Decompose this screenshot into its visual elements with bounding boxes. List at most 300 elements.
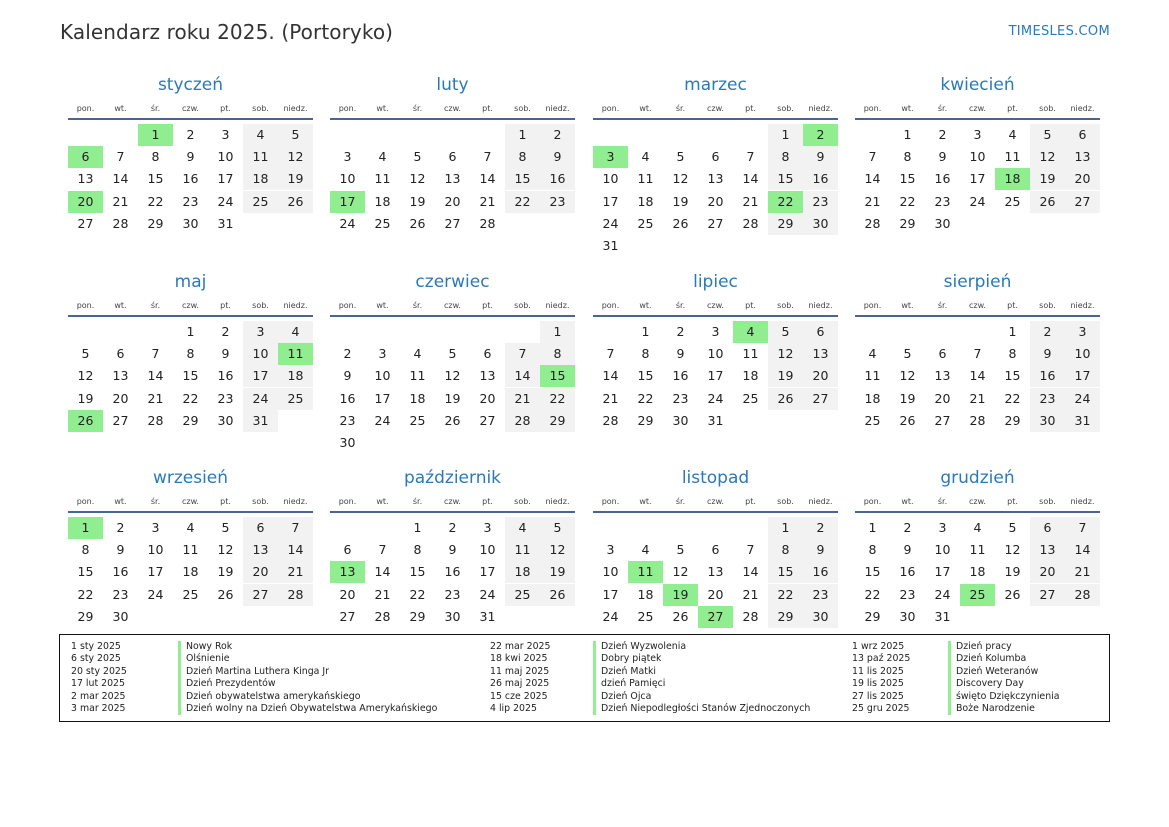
day-cell: 27 bbox=[1030, 584, 1065, 606]
week-row bbox=[593, 539, 838, 561]
day-cell: 4 bbox=[641, 542, 650, 558]
day-cell: 31 bbox=[934, 608, 951, 624]
month-9 bbox=[330, 465, 575, 628]
week-row bbox=[330, 365, 575, 387]
weekday-label: śr. bbox=[412, 300, 423, 310]
day-cell: 4 bbox=[868, 346, 877, 362]
day-cell: 16 bbox=[934, 171, 951, 187]
day-cell: 1 bbox=[641, 324, 650, 339]
day-cell: 6 bbox=[1065, 124, 1100, 146]
week-row bbox=[330, 432, 575, 454]
holiday-date: 26 maj 2025 bbox=[490, 678, 550, 690]
day-cell: 14 bbox=[969, 368, 986, 384]
weekday-label: czw. bbox=[969, 103, 986, 113]
day-cell: 8 bbox=[868, 542, 877, 558]
day-cell: 26 bbox=[217, 586, 234, 602]
week-row bbox=[855, 124, 1100, 146]
brand-link[interactable]: TIMESLES.COM bbox=[1008, 24, 1110, 39]
day-cell: 30 bbox=[899, 608, 916, 624]
day-cell: 29 bbox=[409, 608, 426, 624]
day-cell: 26 bbox=[409, 215, 426, 231]
day-cell: 28 bbox=[969, 412, 986, 428]
day-cell: 2 bbox=[1030, 321, 1065, 343]
weekday-label: pon. bbox=[601, 103, 620, 113]
day-cell: 29 bbox=[899, 215, 916, 231]
day-cell: 5 bbox=[413, 149, 422, 165]
weekday-label: pt. bbox=[482, 496, 493, 506]
day-cell: 4 bbox=[413, 346, 422, 362]
day-cell: 30 bbox=[1030, 410, 1065, 432]
holiday-day-cell: 20 bbox=[68, 191, 103, 213]
day-cell: 24 bbox=[217, 193, 234, 209]
empty-cell bbox=[173, 606, 208, 628]
week-row bbox=[68, 517, 313, 539]
day-cell: 11 bbox=[243, 146, 278, 168]
day-cell: 23 bbox=[217, 390, 234, 406]
day-cell: 26 bbox=[278, 191, 313, 213]
holiday-name: dzień Pamięci bbox=[593, 678, 810, 690]
holiday-day-cell: 1 bbox=[138, 124, 173, 146]
day-cell: 2 bbox=[540, 124, 575, 146]
month-name: lipiec bbox=[693, 272, 738, 292]
holiday-date: 17 lut 2025 bbox=[71, 678, 125, 690]
week-row bbox=[855, 561, 1100, 583]
day-cell: 1 bbox=[186, 324, 195, 339]
day-cell: 15 bbox=[768, 168, 803, 190]
day-cell: 18 bbox=[637, 586, 654, 602]
week-row bbox=[855, 343, 1100, 365]
holiday-name: Dzień Kolumba bbox=[948, 653, 1060, 665]
week-row bbox=[330, 321, 575, 343]
weekday-label: pon. bbox=[601, 496, 620, 506]
weekday-label: sob. bbox=[1039, 103, 1056, 113]
day-cell: 15 bbox=[77, 564, 94, 580]
day-cell: 29 bbox=[768, 606, 803, 628]
day-cell: 29 bbox=[147, 215, 164, 231]
week-row bbox=[68, 365, 313, 387]
empty-cell bbox=[593, 517, 628, 539]
day-cell: 7 bbox=[151, 346, 160, 362]
empty-cell bbox=[1030, 606, 1065, 628]
day-cell: 27 bbox=[77, 215, 94, 231]
day-cell: 30 bbox=[217, 412, 234, 428]
weekday-label: czw. bbox=[969, 496, 986, 506]
day-cell: 15 bbox=[505, 168, 540, 190]
empty-cell bbox=[925, 321, 960, 343]
day-cell: 6 bbox=[483, 346, 492, 362]
day-cell: 11 bbox=[969, 542, 986, 558]
day-cell: 5 bbox=[1030, 124, 1065, 146]
weekday-label: niedz. bbox=[1070, 103, 1095, 113]
weekday-label: śr. bbox=[937, 103, 948, 113]
day-cell: 9 bbox=[938, 149, 947, 165]
day-cell: 29 bbox=[1004, 412, 1021, 428]
day-cell: 25 bbox=[278, 388, 313, 410]
day-cell: 17 bbox=[147, 564, 164, 580]
day-cell: 13 bbox=[803, 343, 838, 365]
day-cell: 25 bbox=[742, 390, 759, 406]
legend-date-column bbox=[852, 641, 910, 715]
day-cell: 28 bbox=[374, 608, 391, 624]
day-cell: 18 bbox=[637, 193, 654, 209]
empty-cell bbox=[505, 321, 540, 343]
weekday-label: wt. bbox=[901, 103, 914, 113]
weekday-header bbox=[593, 295, 838, 317]
empty-cell bbox=[365, 321, 400, 343]
week-row bbox=[855, 388, 1100, 410]
weekday-label: niedz. bbox=[1070, 300, 1095, 310]
holiday-name: Boże Narodzenie bbox=[948, 703, 1060, 715]
week-row bbox=[593, 124, 838, 146]
weekday-label: niedz. bbox=[808, 300, 833, 310]
day-cell: 7 bbox=[868, 149, 877, 165]
day-cell: 13 bbox=[934, 368, 951, 384]
day-cell: 27 bbox=[243, 584, 278, 606]
day-cell: 7 bbox=[505, 343, 540, 365]
week-row bbox=[593, 235, 838, 257]
weekday-label: sob. bbox=[777, 103, 794, 113]
day-cell: 15 bbox=[147, 171, 164, 187]
weekday-header bbox=[330, 491, 575, 513]
day-cell: 10 bbox=[934, 542, 951, 558]
month-name: grudzień bbox=[940, 468, 1015, 488]
day-cell: 10 bbox=[602, 171, 619, 187]
holiday-date: 2 mar 2025 bbox=[71, 690, 126, 702]
week-row bbox=[593, 146, 838, 168]
weekday-header bbox=[593, 491, 838, 513]
weekday-label: czw. bbox=[444, 300, 461, 310]
day-cell: 26 bbox=[672, 608, 689, 624]
weekday-label: niedz. bbox=[808, 496, 833, 506]
day-cell: 15 bbox=[1004, 368, 1021, 384]
week-row bbox=[330, 213, 575, 235]
month-7 bbox=[855, 269, 1100, 432]
weekday-label: pt. bbox=[482, 103, 493, 113]
week-row bbox=[593, 365, 838, 387]
week-row bbox=[593, 191, 838, 213]
day-cell: 1 bbox=[768, 124, 803, 146]
day-cell: 3 bbox=[378, 346, 387, 362]
day-cell: 12 bbox=[217, 542, 234, 558]
day-cell: 17 bbox=[969, 171, 986, 187]
day-cell: 30 bbox=[934, 215, 951, 231]
weekday-label: pon. bbox=[601, 300, 620, 310]
week-row bbox=[330, 517, 575, 539]
day-cell: 14 bbox=[374, 564, 391, 580]
weekday-label: śr. bbox=[150, 496, 161, 506]
day-cell: 23 bbox=[182, 193, 199, 209]
empty-cell bbox=[400, 124, 435, 146]
weekday-label: czw. bbox=[182, 300, 199, 310]
day-cell: 12 bbox=[409, 171, 426, 187]
week-row bbox=[330, 388, 575, 410]
weekday-label: wt. bbox=[639, 300, 652, 310]
week-row bbox=[855, 321, 1100, 343]
holiday-day-cell: 4 bbox=[733, 321, 768, 343]
legend-name-column bbox=[948, 641, 1060, 715]
empty-cell bbox=[68, 124, 103, 146]
day-cell: 1 bbox=[413, 520, 422, 535]
day-cell: 6 bbox=[803, 321, 838, 343]
weekday-label: wt. bbox=[901, 496, 914, 506]
day-cell: 12 bbox=[1004, 542, 1021, 558]
weekday-label: wt. bbox=[376, 103, 389, 113]
weekday-header bbox=[855, 98, 1100, 120]
empty-cell bbox=[470, 321, 505, 343]
holiday-name: Dobry piątek bbox=[593, 653, 810, 665]
day-cell: 7 bbox=[746, 149, 755, 165]
day-cell: 3 bbox=[243, 321, 278, 343]
day-cell: 12 bbox=[672, 564, 689, 580]
empty-cell bbox=[663, 235, 698, 257]
weekday-header bbox=[330, 295, 575, 317]
day-cell: 23 bbox=[112, 586, 129, 602]
empty-cell bbox=[505, 213, 540, 235]
day-cell: 2 bbox=[803, 517, 838, 539]
weekday-label: niedz. bbox=[283, 300, 308, 310]
weekday-label: śr. bbox=[150, 300, 161, 310]
day-cell: 28 bbox=[602, 412, 619, 428]
week-row bbox=[855, 213, 1100, 235]
day-cell: 26 bbox=[444, 412, 461, 428]
holiday-name: Dzień obywatelstwa amerykańskiego bbox=[178, 691, 437, 703]
week-row bbox=[855, 365, 1100, 387]
empty-cell bbox=[628, 124, 663, 146]
day-cell: 18 bbox=[278, 365, 313, 387]
day-cell: 31 bbox=[707, 412, 724, 428]
holiday-name: święto Dziękczynienia bbox=[948, 691, 1060, 703]
week-row bbox=[593, 561, 838, 583]
empty-cell bbox=[400, 321, 435, 343]
week-row bbox=[855, 606, 1100, 628]
week-row bbox=[855, 410, 1100, 432]
day-cell: 14 bbox=[602, 368, 619, 384]
day-cell: 8 bbox=[768, 146, 803, 168]
day-cell: 17 bbox=[934, 564, 951, 580]
day-cell: 28 bbox=[479, 215, 496, 231]
day-cell: 1 bbox=[505, 124, 540, 146]
day-cell: 27 bbox=[339, 608, 356, 624]
weekday-label: czw. bbox=[707, 300, 724, 310]
holiday-date: 15 cze 2025 bbox=[490, 690, 548, 702]
weekday-label: wt. bbox=[376, 496, 389, 506]
day-cell: 7 bbox=[746, 542, 755, 558]
day-cell: 6 bbox=[711, 149, 720, 165]
month-0 bbox=[68, 72, 313, 235]
day-cell: 27 bbox=[479, 412, 496, 428]
day-cell: 9 bbox=[221, 346, 230, 362]
weekday-label: pon. bbox=[338, 496, 357, 506]
day-cell: 24 bbox=[1065, 388, 1100, 410]
weekday-header bbox=[330, 98, 575, 120]
week-row bbox=[593, 343, 838, 365]
week-row bbox=[593, 517, 838, 539]
day-cell: 12 bbox=[278, 146, 313, 168]
holiday-name: Dzień Niepodległości Stanów Zjednoczonych bbox=[593, 703, 810, 715]
day-cell: 18 bbox=[243, 168, 278, 190]
day-cell: 1 bbox=[868, 520, 877, 535]
weekday-header bbox=[855, 295, 1100, 317]
holiday-name: Dzień Weteranów bbox=[948, 666, 1060, 678]
day-cell: 24 bbox=[602, 215, 619, 231]
weekday-label: pon. bbox=[76, 496, 95, 506]
empty-cell bbox=[855, 321, 890, 343]
weekday-label: wt. bbox=[114, 496, 127, 506]
day-cell: 2 bbox=[676, 324, 685, 339]
day-cell: 23 bbox=[339, 412, 356, 428]
weekday-label: sob. bbox=[1039, 300, 1056, 310]
weekday-header bbox=[593, 98, 838, 120]
day-cell: 24 bbox=[707, 390, 724, 406]
month-11 bbox=[855, 465, 1100, 628]
empty-cell bbox=[803, 235, 838, 257]
day-cell: 29 bbox=[864, 608, 881, 624]
empty-cell bbox=[470, 124, 505, 146]
weekday-label: sob. bbox=[252, 496, 269, 506]
day-cell: 16 bbox=[672, 368, 689, 384]
day-cell: 16 bbox=[339, 390, 356, 406]
empty-cell bbox=[733, 124, 768, 146]
weekday-header bbox=[68, 491, 313, 513]
day-cell: 18 bbox=[864, 390, 881, 406]
day-cell: 28 bbox=[864, 215, 881, 231]
day-cell: 20 bbox=[479, 390, 496, 406]
holiday-day-cell: 19 bbox=[663, 584, 698, 606]
day-cell: 5 bbox=[676, 149, 685, 165]
day-cell: 22 bbox=[768, 584, 803, 606]
day-cell: 5 bbox=[448, 346, 457, 362]
holiday-legend bbox=[59, 634, 1110, 722]
weekday-label: pon. bbox=[863, 496, 882, 506]
day-cell: 29 bbox=[182, 412, 199, 428]
day-cell: 27 bbox=[934, 412, 951, 428]
weekday-label: niedz. bbox=[545, 300, 570, 310]
day-cell: 30 bbox=[672, 412, 689, 428]
holiday-name: Discovery Day bbox=[948, 678, 1060, 690]
day-cell: 9 bbox=[116, 542, 125, 558]
day-cell: 13 bbox=[444, 171, 461, 187]
day-cell: 9 bbox=[186, 149, 195, 165]
day-cell: 18 bbox=[969, 564, 986, 580]
month-5 bbox=[330, 269, 575, 454]
month-2 bbox=[593, 72, 838, 257]
day-cell: 14 bbox=[742, 171, 759, 187]
holiday-name: Dzień Martina Luthera Kinga Jr bbox=[178, 666, 437, 678]
week-row bbox=[68, 168, 313, 190]
day-cell: 17 bbox=[1065, 365, 1100, 387]
empty-cell bbox=[1030, 213, 1065, 235]
day-cell: 1 bbox=[768, 517, 803, 539]
holiday-name: Dzień Wyzwolenia bbox=[593, 641, 810, 653]
week-row bbox=[330, 539, 575, 561]
day-cell: 16 bbox=[899, 564, 916, 580]
day-cell: 21 bbox=[742, 193, 759, 209]
day-cell: 28 bbox=[278, 584, 313, 606]
day-cell: 25 bbox=[182, 586, 199, 602]
day-cell: 19 bbox=[77, 390, 94, 406]
day-cell: 12 bbox=[540, 539, 575, 561]
empty-cell bbox=[208, 606, 243, 628]
empty-cell bbox=[890, 321, 925, 343]
week-row bbox=[68, 584, 313, 606]
day-cell: 23 bbox=[934, 193, 951, 209]
day-cell: 30 bbox=[182, 215, 199, 231]
day-cell: 7 bbox=[1065, 517, 1100, 539]
holiday-date: 19 lis 2025 bbox=[852, 678, 904, 690]
day-cell: 19 bbox=[444, 390, 461, 406]
day-cell: 5 bbox=[278, 124, 313, 146]
day-cell: 24 bbox=[969, 193, 986, 209]
empty-cell bbox=[540, 213, 575, 235]
day-cell: 26 bbox=[899, 412, 916, 428]
empty-cell bbox=[995, 606, 1030, 628]
empty-cell bbox=[960, 606, 995, 628]
day-cell: 19 bbox=[217, 564, 234, 580]
day-cell: 16 bbox=[803, 561, 838, 583]
week-row bbox=[68, 561, 313, 583]
weekday-label: wt. bbox=[901, 300, 914, 310]
weekday-label: wt. bbox=[376, 300, 389, 310]
day-cell: 15 bbox=[768, 561, 803, 583]
weekday-label: sob. bbox=[514, 300, 531, 310]
day-cell: 23 bbox=[899, 586, 916, 602]
month-name: listopad bbox=[681, 468, 750, 488]
empty-cell bbox=[365, 124, 400, 146]
day-cell: 9 bbox=[540, 146, 575, 168]
day-cell: 7 bbox=[378, 542, 387, 558]
month-10 bbox=[593, 465, 838, 628]
day-cell: 21 bbox=[742, 586, 759, 602]
day-cell: 18 bbox=[409, 390, 426, 406]
day-cell: 19 bbox=[1030, 168, 1065, 190]
day-cell: 20 bbox=[339, 586, 356, 602]
day-cell: 3 bbox=[151, 520, 160, 535]
week-row bbox=[68, 191, 313, 213]
day-cell: 29 bbox=[637, 412, 654, 428]
day-cell: 26 bbox=[540, 584, 575, 606]
day-cell: 2 bbox=[221, 324, 230, 339]
weekday-label: śr. bbox=[675, 496, 686, 506]
weekday-header bbox=[855, 491, 1100, 513]
week-row bbox=[330, 584, 575, 606]
empty-cell bbox=[400, 432, 435, 454]
day-cell: 22 bbox=[1004, 390, 1021, 406]
day-cell: 4 bbox=[186, 520, 195, 535]
weekday-label: czw. bbox=[182, 103, 199, 113]
weekday-label: sob. bbox=[777, 496, 794, 506]
weekday-label: sob. bbox=[514, 103, 531, 113]
day-cell: 6 bbox=[938, 346, 947, 362]
day-cell: 29 bbox=[77, 608, 94, 624]
empty-cell bbox=[1065, 606, 1100, 628]
weekday-label: niedz. bbox=[283, 496, 308, 506]
empty-cell bbox=[628, 235, 663, 257]
day-cell: 28 bbox=[112, 215, 129, 231]
week-row bbox=[68, 410, 313, 432]
day-cell: 30 bbox=[803, 213, 838, 235]
day-cell: 4 bbox=[378, 149, 387, 165]
day-cell: 24 bbox=[147, 586, 164, 602]
day-cell: 27 bbox=[707, 215, 724, 231]
holiday-day-cell: 18 bbox=[995, 168, 1030, 190]
holiday-date: 22 mar 2025 bbox=[490, 641, 551, 652]
empty-cell bbox=[768, 235, 803, 257]
day-cell: 17 bbox=[374, 390, 391, 406]
day-cell: 31 bbox=[243, 410, 278, 432]
weekday-label: śr. bbox=[675, 103, 686, 113]
empty-cell bbox=[960, 321, 995, 343]
day-cell: 21 bbox=[112, 193, 129, 209]
